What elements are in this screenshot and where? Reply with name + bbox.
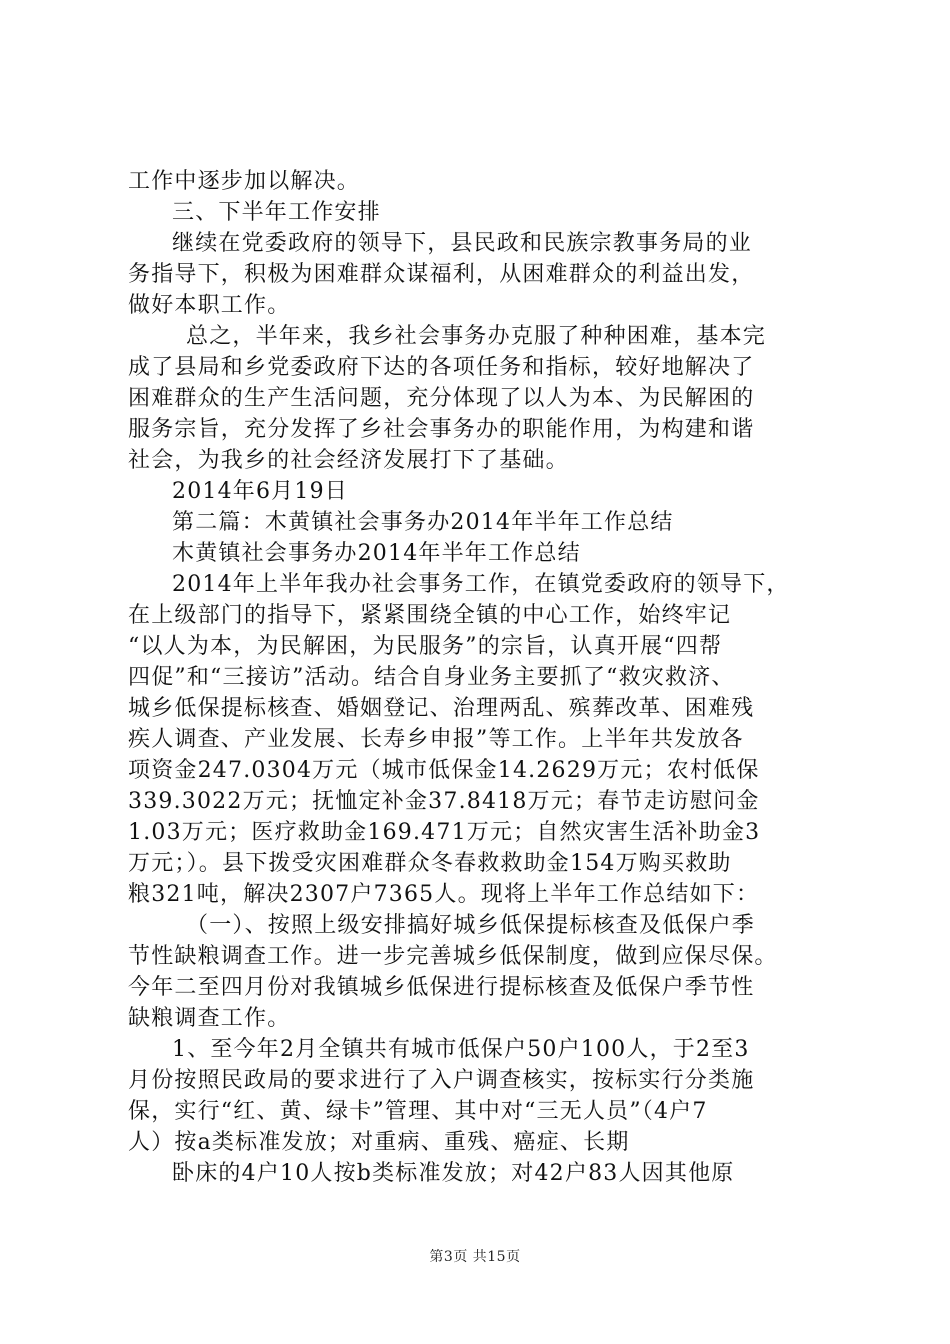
text-line: 总之，半年来，我乡社会事务办克服了种种困难，基本完	[186, 324, 767, 349]
text-line: 1.03万元；医疗救助金169.471万元；自然灾害生活补助金3	[128, 820, 761, 845]
text-line: 做好本职工作。	[128, 293, 291, 318]
text-line: （一）、按照上级安排搞好城乡低保提标核查及低保户季	[186, 913, 756, 938]
text-line: 缺粮调查工作。	[128, 1006, 291, 1031]
page-footer	[0, 1246, 950, 1266]
text-line: 保，实行“红、黄、绿卡”管理、其中对“三无人员”（4户7	[128, 1099, 708, 1124]
text-line: 务指导下，积极为困难群众谋福利，从困难群众的利益出发，	[128, 262, 755, 287]
text-line: “以人为本，为民解困，为民服务”的宗旨，认真开展“四帮	[128, 634, 723, 659]
section-heading: 三、下半年工作安排	[172, 200, 381, 225]
text-line: 疾人调查、产业发展、长寿乡申报”等工作。上半年共发放各	[128, 727, 744, 752]
document-body	[128, 166, 833, 1189]
text-line: 节性缺粮调查工作。进一步完善城乡低保制度，做到应保尽保。	[128, 944, 778, 969]
text-line: 服务宗旨，充分发挥了乡社会事务办的职能作用，为构建和谐	[128, 417, 755, 442]
chapter-heading: 第二篇：木黄镇社会事务办2014年半年工作总结	[172, 510, 674, 535]
page-number: 第3页 共15页	[429, 1249, 521, 1265]
text-line: 四促”和“三接访”活动。结合自身业务主要抓了“救灾救济、	[128, 665, 735, 690]
text-line: 社会，为我乡的社会经济发展打下了基础。	[128, 448, 569, 473]
text-line: 万元；）。县下拨受灾困难群众冬春救救助金154万购买救助	[128, 851, 732, 876]
text-line: 困难群众的生产生活问题，充分体现了以人为本、为民解困的	[128, 386, 755, 411]
text-line: 粮321吨，解决2307户7365人。现将上半年工作总结如下：	[128, 882, 760, 907]
document-title: 木黄镇社会事务办2014年半年工作总结	[172, 541, 581, 566]
text-line: 继续在党委政府的领导下，县民政和民族宗教事务局的业	[172, 231, 753, 256]
text-line: 今年二至四月份对我镇城乡低保进行提标核查及低保户季节性	[128, 975, 755, 1000]
text-line: 工作中逐步加以解决。	[128, 169, 361, 194]
text-line: 卧床的4户10人按b类标准发放；对42户83人因其他原	[172, 1161, 735, 1186]
text-line: 在上级部门的指导下，紧紧围绕全镇的中心工作，始终牢记	[128, 603, 732, 628]
text-line: 2014年上半年我办社会事务工作，在镇党委政府的领导下，	[172, 572, 790, 597]
text-line: 1、至今年2月全镇共有城市低保户50户100人，于2至3	[172, 1037, 750, 1062]
text-line: 城乡低保提标核查、婚姻登记、治理两乱、殡葬改革、困难残	[128, 696, 755, 721]
text-line: 成了县局和乡党委政府下达的各项任务和指标，较好地解决了	[128, 355, 755, 380]
text-line: 339.3022万元；抚恤定补金37.8418万元；春节走访慰问金	[128, 789, 760, 814]
date-line: 2014年6月19日	[172, 479, 348, 504]
text-line: 月份按照民政局的要求进行了入户调查核实，按标实行分类施	[128, 1068, 755, 1093]
text-line: 项资金247.0304万元（城市低保金14.2629万元；农村低保	[128, 758, 760, 783]
text-line: 人）按a类标准发放；对重病、重残、癌症、长期	[128, 1130, 630, 1155]
